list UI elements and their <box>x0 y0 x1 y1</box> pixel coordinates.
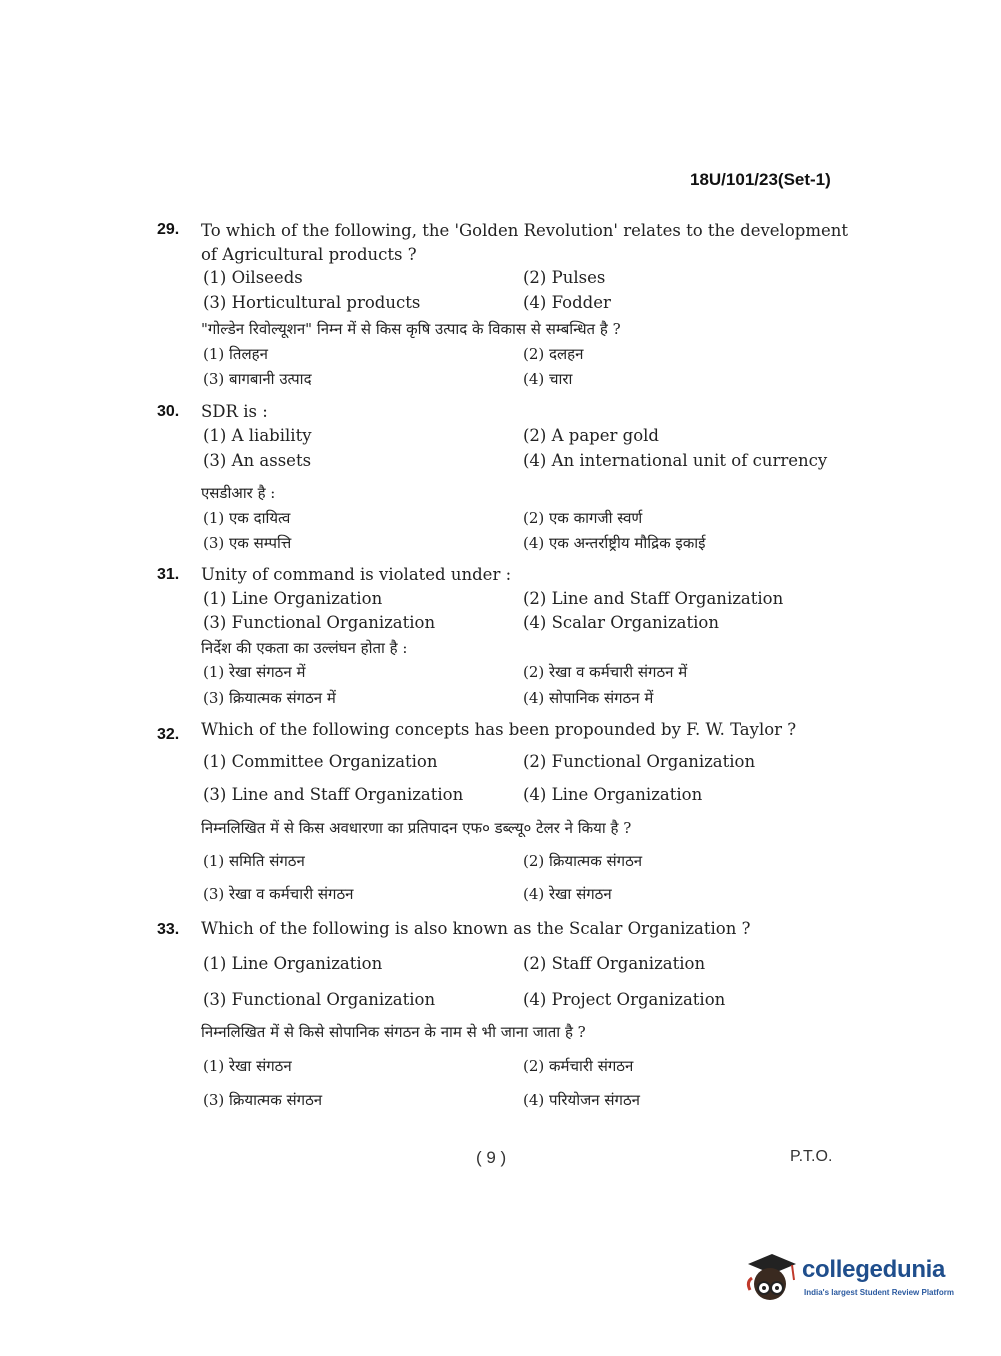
option-en-3: (3) Functional Organization <box>203 613 436 632</box>
pto-label: P.T.O. <box>790 1148 833 1165</box>
option-hi-4: (4) एक अन्तर्राष्ट्रीय मौद्रिक इकाई <box>523 534 706 552</box>
option-en-4: (4) An international unit of currency <box>523 451 828 470</box>
option-hi-1: (1) एक दायित्व <box>203 509 291 527</box>
student-mascot-icon <box>742 1250 800 1308</box>
option-en-3: (3) Functional Organization <box>203 990 436 1009</box>
option-hi-4: (4) चारा <box>523 370 573 388</box>
question-number: 31. <box>157 566 180 583</box>
option-en-1: (1) Oilseeds <box>203 268 303 287</box>
option-en-2: (2) Staff Organization <box>523 954 706 973</box>
question-number: 32. <box>157 726 180 743</box>
question-text-en: SDR is : <box>201 402 268 421</box>
question-text-hi: निर्देश की एकता का उल्लंघन होता है : <box>201 639 408 657</box>
option-hi-3: (3) क्रियात्मक संगठन में <box>203 689 336 707</box>
option-en-3: (3) Line and Staff Organization <box>203 785 464 804</box>
option-en-1: (1) Line Organization <box>203 954 383 973</box>
brand-tagline: India's largest Student Review Platform <box>804 1288 954 1297</box>
option-en-4: (4) Fodder <box>523 293 611 312</box>
option-en-2: (2) A paper gold <box>523 426 659 445</box>
question-number: 29. <box>157 221 180 238</box>
question-number: 30. <box>157 403 180 420</box>
page-number: ( 9 ) <box>476 1148 507 1167</box>
option-en-2: (2) Functional Organization <box>523 752 756 771</box>
option-en-2: (2) Pulses <box>523 268 606 287</box>
option-hi-2: (2) एक कागजी स्वर्ण <box>523 509 643 527</box>
option-hi-1: (1) समिति संगठन <box>203 852 305 870</box>
question-text-en: Which of the following is also known as the Scalar Organization ? <box>201 919 751 938</box>
option-en-4: (4) Line Organization <box>523 785 703 804</box>
option-hi-4: (4) परियोजन संगठन <box>523 1091 640 1109</box>
question-text-hi: एसडीआर है : <box>201 484 276 502</box>
option-hi-3: (3) रेखा व कर्मचारी संगठन <box>203 885 354 903</box>
option-en-1: (1) Line Organization <box>203 589 383 608</box>
paper-code: 18U/101/23(Set-1) <box>690 170 831 189</box>
option-hi-3: (3) एक सम्पत्ति <box>203 534 292 552</box>
option-en-4: (4) Scalar Organization <box>523 613 719 632</box>
option-en-1: (1) Committee Organization <box>203 752 438 771</box>
option-hi-4: (4) सोपानिक संगठन में <box>523 689 654 707</box>
question-text-hi: निम्नलिखित में से किसे सोपानिक संगठन के नाम से भी जाना जाता है ? <box>201 1023 586 1041</box>
collegedunia-watermark <box>742 1250 972 1310</box>
option-hi-1: (1) रेखा संगठन <box>203 1057 292 1075</box>
option-en-3: (3) Horticultural products <box>203 293 421 312</box>
option-en-4: (4) Project Organization <box>523 990 726 1009</box>
option-hi-2: (2) रेखा व कर्मचारी संगठन में <box>523 663 688 681</box>
brand-name: collegedunia <box>802 1256 946 1283</box>
option-hi-3: (3) क्रियात्मक संगठन <box>203 1091 323 1109</box>
question-text-en: Which of the following concepts has been propounded by F. W. Taylor ? <box>201 720 797 739</box>
option-hi-4: (4) रेखा संगठन <box>523 885 612 903</box>
option-hi-2: (2) दलहन <box>523 345 584 363</box>
question-text-en: Unity of command is violated under : <box>201 565 512 584</box>
question-text-hi: "गोल्डेन रिवोल्यूशन" निम्न में से किस कृषि उत्पाद के विकास से सम्बन्धित है ? <box>201 320 621 338</box>
option-hi-1: (1) रेखा संगठन में <box>203 663 306 681</box>
question-text-hi: निम्नलिखित में से किस अवधारणा का प्रतिपादन एफ० डब्ल्यू० टेलर ने किया है ? <box>201 819 632 837</box>
question-text-en-cont: of Agricultural products ? <box>201 245 417 264</box>
option-hi-3: (3) बागबानी उत्पाद <box>203 370 312 388</box>
option-hi-2: (2) क्रियात्मक संगठन <box>523 852 643 870</box>
option-hi-2: (2) कर्मचारी संगठन <box>523 1057 634 1075</box>
option-en-2: (2) Line and Staff Organization <box>523 589 784 608</box>
option-hi-1: (1) तिलहन <box>203 345 268 363</box>
option-en-3: (3) An assets <box>203 451 312 470</box>
question-number: 33. <box>157 921 180 938</box>
question-text-en: To which of the following, the 'Golden Revolution' relates to the development <box>201 221 848 240</box>
option-en-1: (1) A liability <box>203 426 312 445</box>
